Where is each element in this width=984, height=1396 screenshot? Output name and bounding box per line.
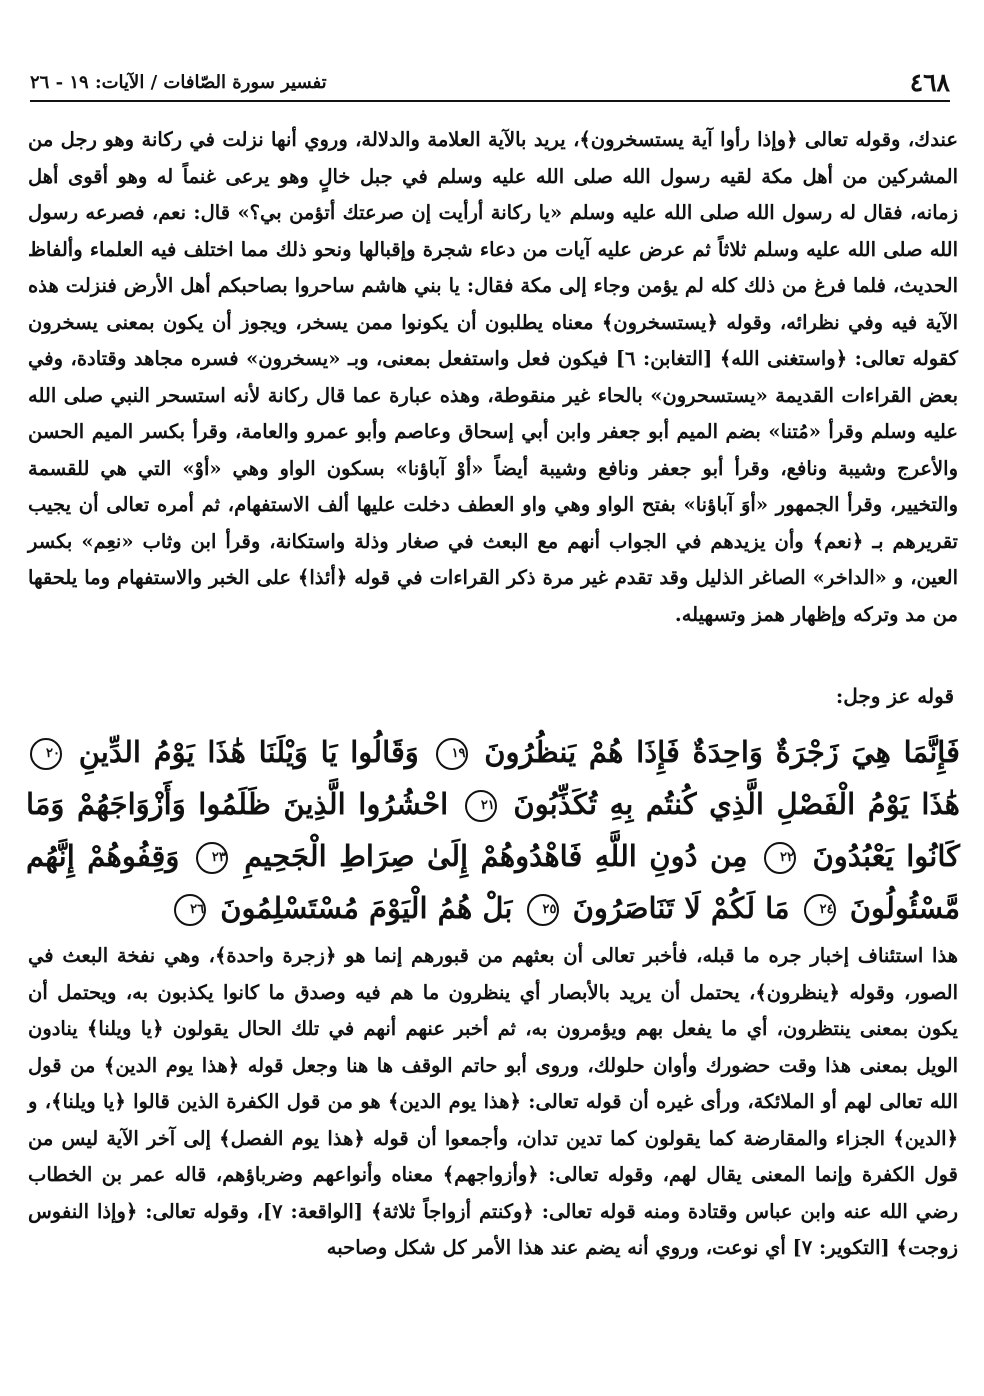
verse-text: احْشُرُوا الَّذِينَ ظَلَمُوا وَأَزْوَاجَهُمْ وَمَا كَانُوا يَعْبُدُونَ xyxy=(26,787,960,873)
verse-text: وَقَالُوا يَا وَيْلَنَا هَٰذَا يَوْمُ الدِّينِ xyxy=(66,735,419,769)
verse-number-marker: ٢٢ xyxy=(764,842,796,874)
verse-text: هَٰذَا يَوْمُ الْفَصْلِ الَّذِي كُنتُم بِهِ تُكَذِّبُونَ xyxy=(500,787,960,821)
verse-text: فَإِنَّمَا هِيَ زَجْرَةٌ وَاحِدَةٌ فَإِذَا هُمْ يَنظُرُونَ xyxy=(471,735,960,769)
page-number: ٤٦٨ xyxy=(909,68,950,97)
verse-text: مِن دُونِ اللَّهِ فَاهْدُوهُمْ إِلَىٰ صِرَاطِ الْجَحِيمِ xyxy=(231,839,748,873)
page-header xyxy=(30,66,950,102)
verse-number-marker: ٢٤ xyxy=(804,894,836,926)
verse-number-marker: ٢٣ xyxy=(196,842,228,874)
verse-number-marker: ٢١ xyxy=(465,790,497,822)
verse-intro: قوله عز وجل: xyxy=(835,684,954,708)
verse-text: مَا لَكُمْ لَا تَنَاصَرُونَ xyxy=(562,891,790,925)
commentary-block-2 xyxy=(28,938,958,1267)
verse-number-marker: ٢٦ xyxy=(174,894,206,926)
quran-verses xyxy=(26,726,960,934)
verse-number-marker: ٢٠ xyxy=(30,738,62,770)
verse-number-marker: ١٩ xyxy=(436,738,468,770)
running-title: تفسير سورة الصّافات / الآيات: ١٩ - ٢٦ xyxy=(30,72,327,93)
commentary-block-1 xyxy=(28,122,958,633)
commentary-paragraph: عندك، وقوله تعالى ﴿وإذا رأوا آية يستسخرون﴾، يريد بالآية العلامة والدلالة، وروي أنها نزلت في ركانة وهو رجل من المشركين من أهل مكة لقيه رسول الله صلى الله عليه وسلم في جبل خالٍ وهو يرعى غنماً له وهو أقوى أهل زمانه، فقال له رسول الله صلى الله عليه وسلم «يا ركانة أرأيت إن صرعتك أتؤمن بي؟» قال: نعم، فصرعه رسول الله صلى الله عليه وسلم ثلاثاً ثم عرض عليه آيات من دعاء شجرة وإقبالها ونحو ذلك مما اختلف فيه العلماء وألفاظ الحديث، فلما فرغ من ذلك كله لم يؤمن وجاء إلى مكة فقال: يا بني هاشم ساحروا بصاحبكم أهل الأرض فنزلت هذه الآية فيه وفي نظرائه، وقوله ﴿يستسخرون﴾ معناه يطلبون أن يكونوا ممن يسخر، ويجوز أن يكون بمعنى يسخرون كقوله تعالى: ﴿واستغنى الله﴾ [التغابن: ٦] فيكون فعل واستفعل بمعنى، وبـ «يسخرون» فسره مجاهد وقتادة، وفي بعض القراءات القديمة «يستسحرون» بالحاء غير منقوطة، وهذه عبارة عما قال ركانة لأنه استسحر النبي صلى الله عليه وسلم وقرأ «مُتنا» بضم الميم أبو جعفر وابن أبي إسحاق وعاصم وأبو عمرو والعامة، وقرأ بكسر الميم الحسن والأعرج وشيبة ونافع، وقرأ أبو جعفر ونافع وشيبة أيضاً «أوْ آباؤنا» بسكون الواو وهي «أوْ» التي هي للقسمة والتخيير، وقرأ الجمهور «أوَ آباؤنا» بفتح الواو وهي واو العطف دخلت عليها ألف الاستفهام، ثم أمره تعالى أن يجيب تقريرهم بـ ﴿نعم﴾ وأن يزيدهم في الجواب أنهم مع البعث في صغار وذلة واستكانة، وقرأ ابن وثاب «نعِم» بكسر العين، و «الداخر» الصاغر الذليل وقد تقدم غير مرة ذكر القراءات في قوله ﴿أئذا﴾ على الخبر والاستفهام وما يلحقها من مد وتركه وإظهار همز وتسهيله. xyxy=(28,128,959,626)
verse-text: وَقِفُوهُمْ إِنَّهُم مَّسْئُولُونَ xyxy=(26,839,960,925)
verse-number-marker: ٢٥ xyxy=(527,894,559,926)
verse-text: بَلْ هُمُ الْيَوْمَ مُسْتَسْلِمُونَ xyxy=(210,891,513,925)
commentary-paragraph: هذا استئناف إخبار جره ما قبله، فأخبر تعالى أن بعثهم من قبورهم إنما هو ﴿زجرة واحدة﴾، وهي نفخة البعث في الصور، وقوله ﴿ينظرون﴾، يحتمل أن يريد بالأبصار أي ينظرون ما هم فيه وصدق ما كانوا يكذبون به، ويحتمل أن يكون بمعنى ينتظرون، أي ما يفعل بهم ويؤمرون به، ثم أخبر عنهم أنهم في تلك الحال يقولون ﴿يا ويلنا﴾ ينادون الويل بمعنى هذا وقت حضورك وأوان حلولك، وروى أبو حاتم الوقف ها هنا وجعل قوله ﴿هذا يوم الدين﴾ من قول الله تعالى لهم أو الملائكة، ورأى غيره أن قوله تعالى: ﴿هذا يوم الدين﴾ هو من قول الكفرة الذين قالوا ﴿يا ويلنا﴾، و ﴿الدين﴾ الجزاء والمقارضة كما يقولون كما تدين تدان، وأجمعوا أن قوله ﴿هذا يوم الفصل﴾ إلى آخر الآية ليس من قول الكفرة وإنما المعنى يقال لهم، وقوله تعالى: ﴿وأزواجهم﴾ معناه وأنواعهم وضرباؤهم، قاله عمر بن الخطاب رضي الله عنه وابن عباس وقتادة ومنه قوله تعالى: ﴿وكنتم أزواجاً ثلاثة﴾ [الواقعة: ٧]، وقوله تعالى: ﴿وإذا النفوس زوجت﴾ [التكوير: ٧] أي نوعت، وروي أنه يضم عند هذا الأمر كل شكل وصاحبه xyxy=(28,944,958,1259)
